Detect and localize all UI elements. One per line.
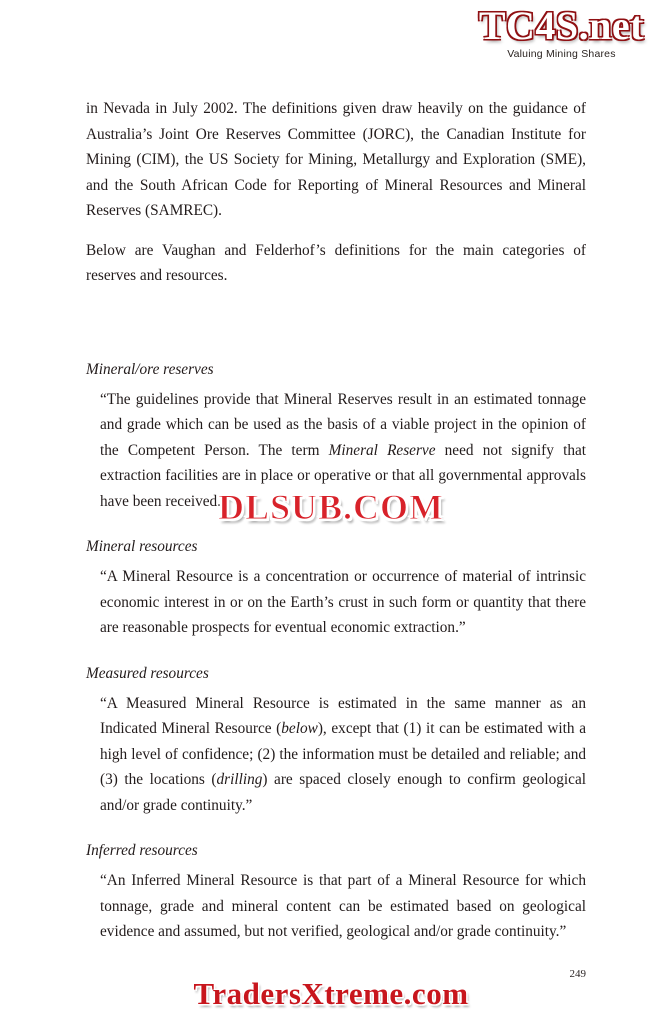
section-heading-mineral-resources: Mineral resources xyxy=(86,538,198,555)
quote-text-part: ), except that (1) it can be estimated with a high level of confidence; (2) the information must be detailed and reliable; and (3) the locations ( xyxy=(100,720,587,788)
body-paragraph-2: Below are Vaughan and Felderhof’s definitions for the main categories of reserves and resources. xyxy=(86,241,586,284)
section-heading-mineral-ore-reserves: Mineral/ore reserves xyxy=(86,360,214,378)
quote-emphasis-drilling: drilling xyxy=(216,771,263,788)
quote-text-part: “A Mineral Resource is a concentration or occurrence of material of intrinsic economic interest in or on the Earth’s crust in such form or quantity that there are reasonable prospects for eventual economic extraction.” xyxy=(100,568,586,636)
body-paragraph-1: in Nevada in July 2002. The definitions given draw heavily on the guidance of Australia’s Joint Ore Reserves Committee (JORC), the Canadian Institute for Mining (CIM), the US Society for Mining, Metallurgy and Exploration (SME), and the South African Code for Reporting of Mineral Resources and Mineral Reserves (SAMREC). xyxy=(86,100,586,219)
quote-emphasis-below: below xyxy=(281,720,318,737)
page-number: 249 xyxy=(569,968,586,980)
quote-emphasis-mineral-reserve: Mineral Reserve xyxy=(328,441,436,459)
watermark-bottom-text: TradersXtreme.com xyxy=(193,976,469,1011)
brand-subtitle: Valuing Mining Shares xyxy=(507,48,616,60)
section-spacer xyxy=(86,299,586,333)
section-quote-mineral-resources xyxy=(86,564,586,641)
brand-title: TC4S.net xyxy=(478,3,644,48)
section-quote-measured-resources xyxy=(86,691,586,819)
page-content xyxy=(86,96,586,951)
quote-text-part: ) are spaced closely enough to confirm geological and/or grade continuity.” xyxy=(100,771,586,814)
watermark-bottom xyxy=(0,976,662,1012)
quote-text-part: “An Inferred Mineral Resource is that part of a Mineral Resource for which tonnage, grade and mineral content can be estimated based on geological evidence and assumed, but not verified, geological and/or grade continuity.” xyxy=(100,872,586,940)
quote-text-part: “The guidelines provide that Mineral Reserves result in an estimated tonnage and grade which can be used as the basis of a viable project in the opinion of the Competent Person. The term xyxy=(100,390,586,459)
section-heading-inferred-resources: Inferred resources xyxy=(86,842,198,859)
brand-watermark xyxy=(478,3,644,60)
section-quote-inferred-resources xyxy=(86,868,586,945)
section-heading-measured-resources: Measured resources xyxy=(86,664,209,682)
quote-text-part: need not signify that extraction facilities are in place or operative or that all governmental approvals have been received.” xyxy=(100,441,587,510)
section-quote-mineral-ore-reserves xyxy=(86,387,586,515)
quote-text-part: “A Measured Mineral Resource is estimated in the same manner as an Indicated Mineral Resource ( xyxy=(100,694,586,737)
watermark-center-text: DLSUB.COM xyxy=(217,487,445,527)
